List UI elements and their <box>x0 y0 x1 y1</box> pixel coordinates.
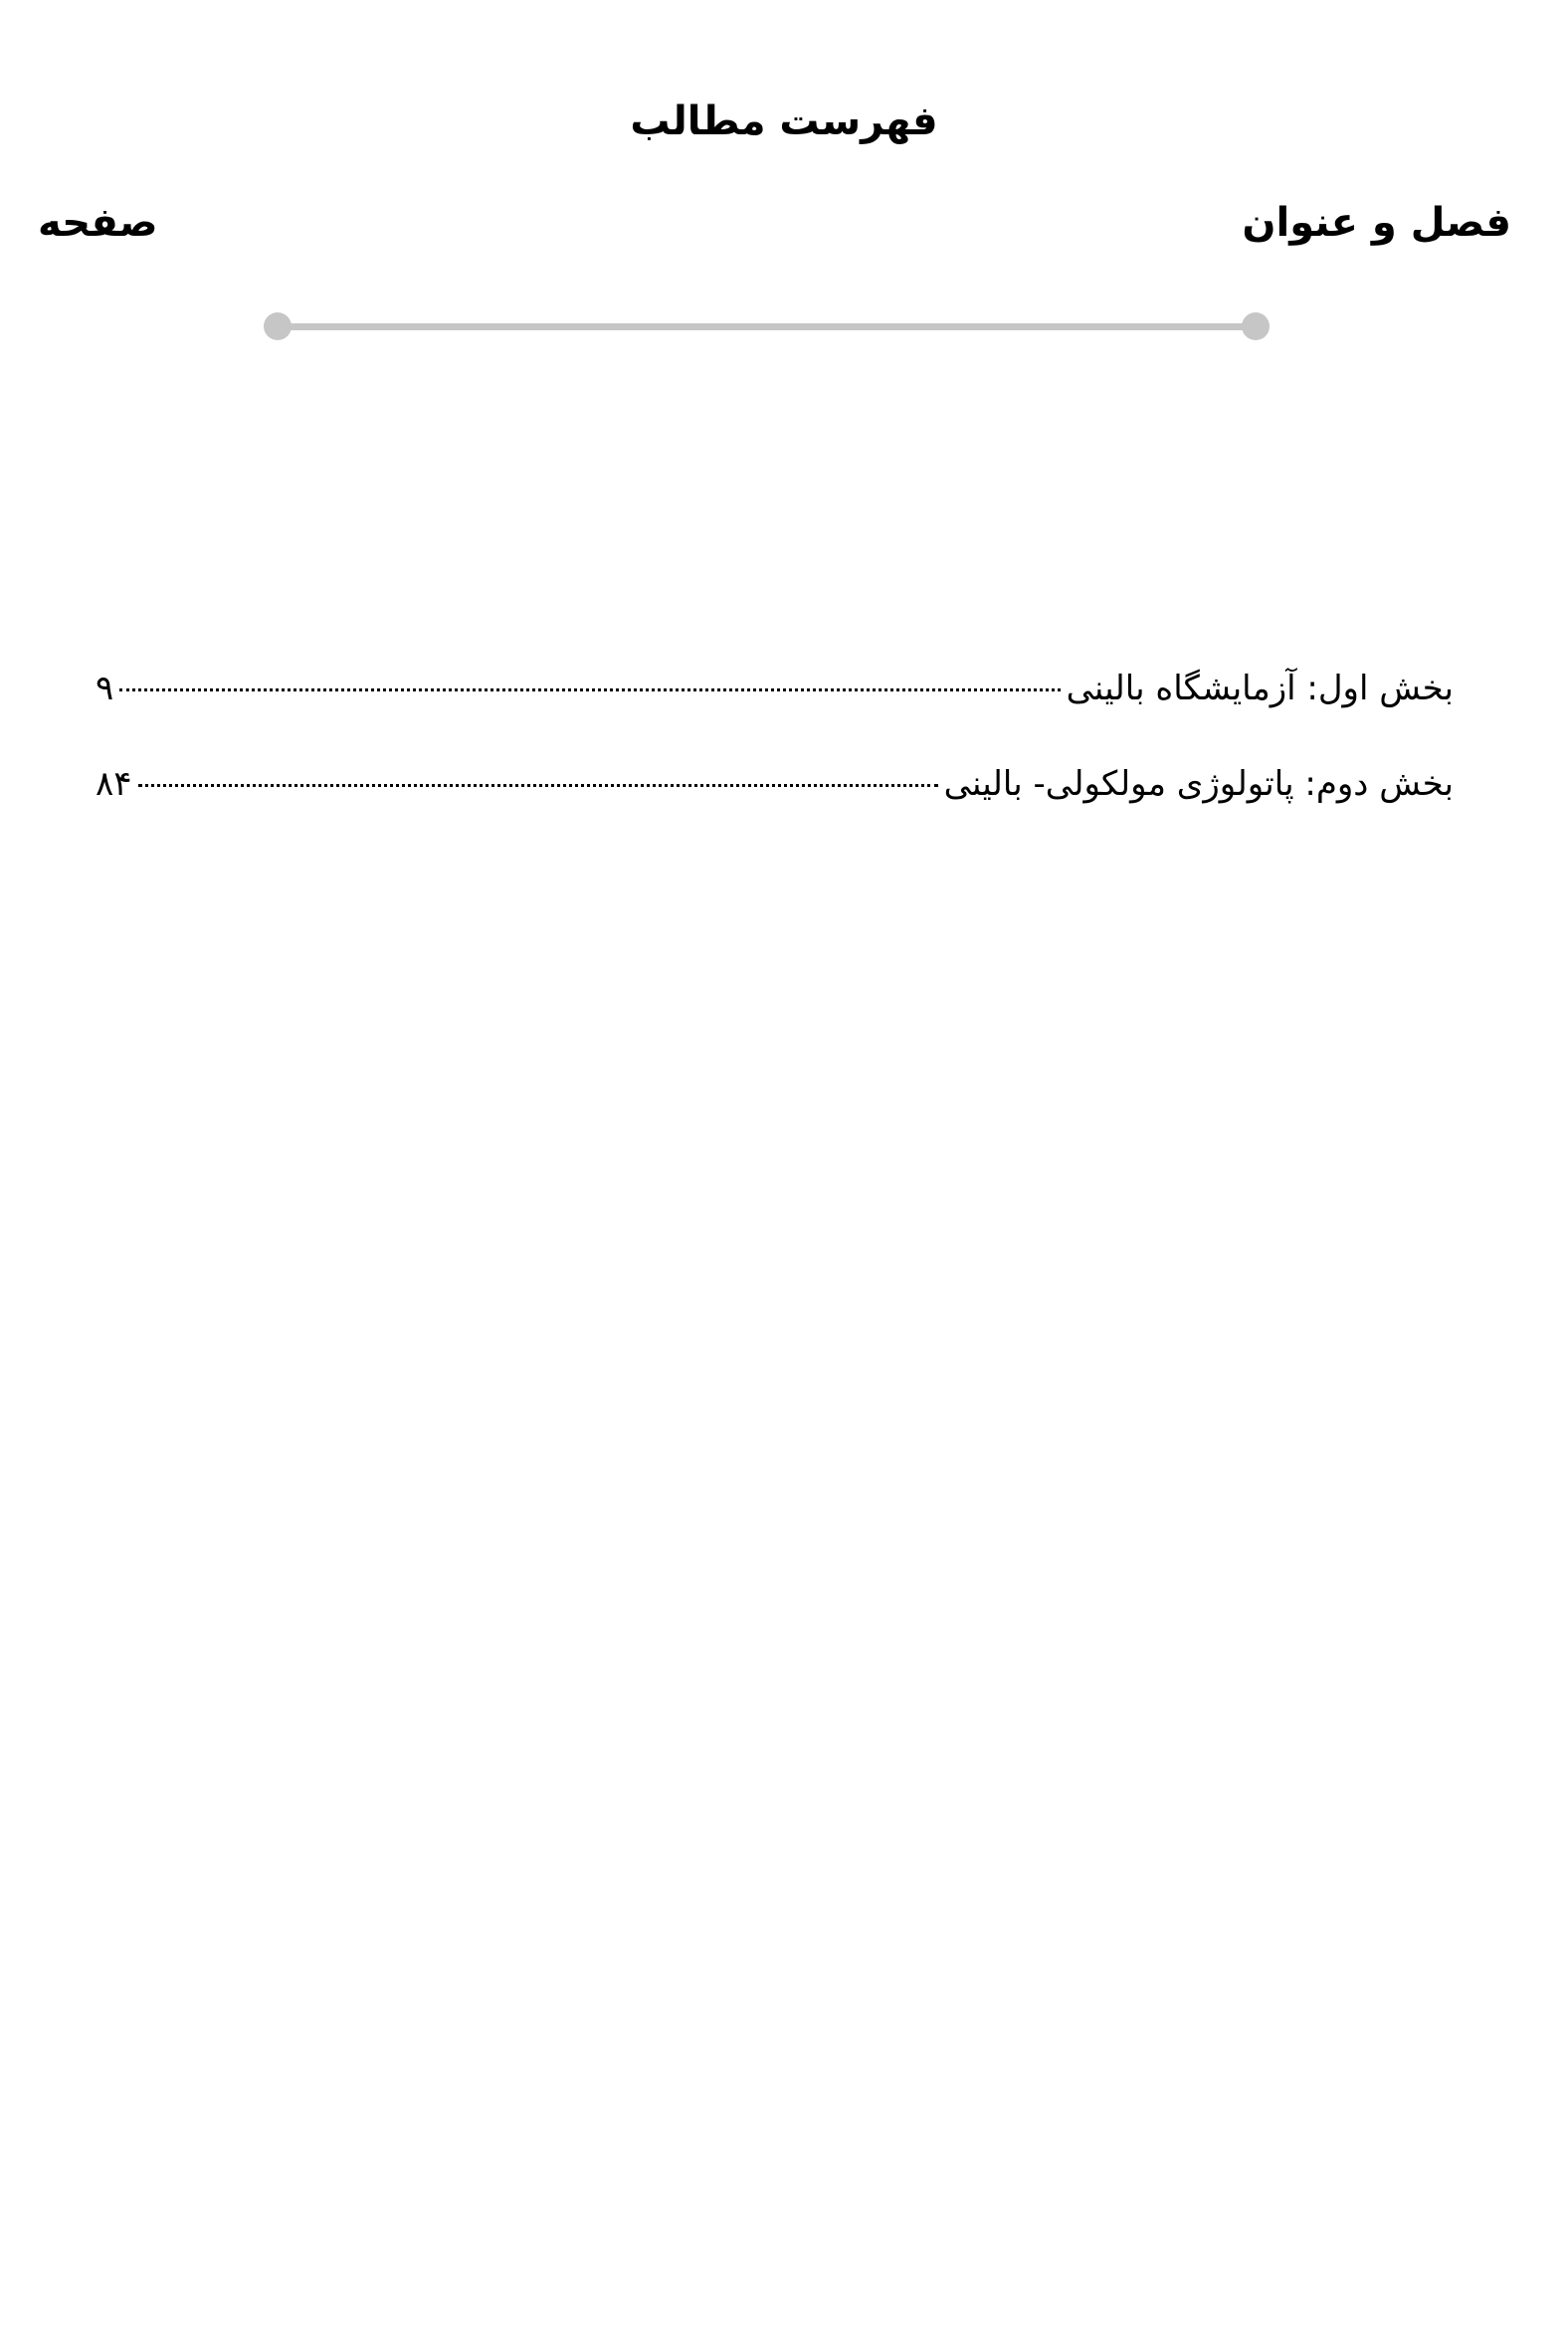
divider-end-dot-right <box>1242 312 1270 340</box>
decorative-divider <box>264 311 1270 341</box>
toc-entry[interactable] <box>96 667 1454 762</box>
chapter-title-column-header: فصل و عنوان <box>1242 200 1511 246</box>
toc-entry[interactable] <box>96 762 1454 858</box>
table-of-contents <box>96 667 1454 858</box>
toc-entry-page-number: ۹ <box>96 669 114 708</box>
divider-line <box>278 323 1256 330</box>
toc-dot-leader <box>119 688 1060 691</box>
page-number-column-header: صفحه <box>38 200 158 246</box>
divider-end-dot-left <box>264 312 292 340</box>
page-title: فهرست مطالب <box>630 98 938 144</box>
toc-entry-title: بخش اول: آزمایشگاه بالینی <box>1066 669 1454 708</box>
toc-dot-leader <box>138 784 938 787</box>
toc-entry-page-number: ۸۴ <box>96 764 132 804</box>
toc-entry-title: بخش دوم: پاتولوژی مولکولی- بالینی <box>943 764 1454 804</box>
